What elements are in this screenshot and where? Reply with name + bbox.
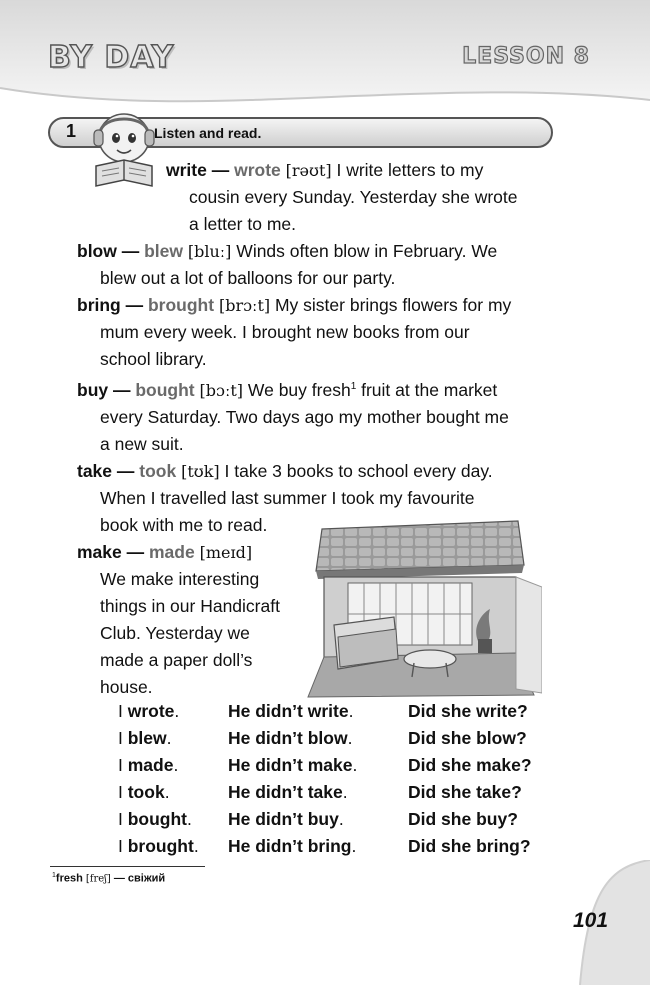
task-instruction: Listen and read.: [154, 125, 262, 141]
conjugation-row: I blew. He didn’t blow. Did she blow?: [118, 728, 527, 748]
entry-bring: bring — brought [brɔːt] My sister brings flowers for my mum every week. I brought new books from our school library.: [77, 295, 512, 369]
entry-take: take — took [tʊk] I take 3 books to school every day. When I travelled last summer I took my favourite book with me to read.: [77, 460, 493, 535]
conjugation-row: I bought. He didn’t buy. Did she buy?: [118, 809, 518, 829]
conjugation-table: [118, 701, 558, 863]
entry-blow: blow — blew [bluː] Winds often blow in February. We blew out a lot of balloons for our party.: [77, 241, 498, 288]
footnote-divider: [50, 866, 205, 867]
conjugation-row: I brought. He didn’t bring. Did she bring?: [118, 836, 531, 856]
mascot-reading-icon: [88, 108, 160, 188]
entry-make: make — made [meɪd] We make interesting things in our Handicraft Club. Yesterday we made a paper doll’s house.: [77, 541, 280, 697]
conjugation-row: I made. He didn’t make. Did she make?: [118, 755, 532, 775]
lesson-title: LESSON 8: [462, 44, 590, 69]
dolls-house-illustration: [302, 517, 542, 699]
entry-write: write — wrote [rəʊt] I write letters to my cousin every Sunday. Yesterday she wrote a letter to me.: [166, 160, 518, 234]
page-number: 101: [573, 909, 609, 932]
task-number: 1: [66, 121, 77, 141]
unit-title: BY DAY: [48, 40, 175, 75]
footnote-mark: 1: [350, 381, 357, 392]
footnote: $^1$fresh [freʃ] — свіжий: [52, 872, 166, 885]
entry-buy: buy — bought [bɔːt] We buy fresh$^1$ fruit at the market every Saturday. Two days ago my mother bought me a new suit.: [77, 379, 509, 454]
conjugation-row: I took. He didn’t take. Did she take?: [118, 782, 522, 802]
conjugation-row: I wrote. He didn’t write. Did she write?: [118, 701, 528, 721]
